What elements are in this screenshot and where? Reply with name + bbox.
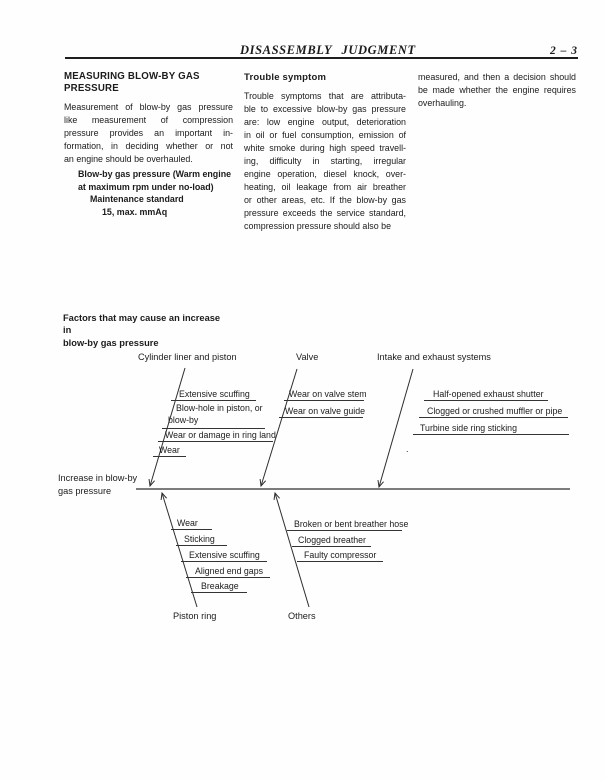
text-line: are: low engine output, deterioration	[244, 116, 406, 127]
section-measuring-blow-by	[64, 71, 233, 218]
cause-wear-valve-stem: Wear on valve stem	[284, 388, 364, 401]
effect-label	[58, 472, 137, 498]
cause-sticking: Sticking	[176, 533, 227, 546]
text-line: Maintenance standard	[90, 194, 184, 205]
cause-wear-piston-ring: Wear	[171, 517, 212, 530]
section-body	[418, 71, 576, 110]
section-body	[244, 90, 406, 233]
page-number: 2 – 3	[550, 45, 578, 57]
text-line: Increase in blow-by	[58, 473, 138, 483]
section-trouble-symptom	[244, 72, 406, 233]
text-line: Trouble symptoms that are attributa-	[244, 90, 406, 101]
diagram-title	[63, 312, 223, 349]
section-heading	[64, 71, 233, 94]
text-line: pressure exceeds the service standard,	[244, 207, 406, 218]
text-line: an engine should be overhauled.	[64, 154, 193, 164]
text-line: in oil or fuel consumption, emission of	[244, 129, 406, 140]
section-body	[64, 101, 233, 166]
text-line: MEASURING BLOW-BY GAS	[64, 71, 200, 82]
text-line: 15, max. mmAq	[102, 206, 168, 217]
stray-period-mark: .	[406, 444, 409, 454]
cause-blow-hole-in-piston	[162, 402, 265, 429]
section-continuation	[418, 71, 576, 110]
cause-extensive-scuffing-bottom: Extensive scuffing	[181, 549, 267, 562]
branch-label-valve: Valve	[296, 352, 319, 362]
branch-label-piston-ring: Piston ring	[173, 611, 217, 621]
text-line: measured, and then a decision should	[418, 72, 576, 82]
branch-label-intake-exhaust: Intake and exhaust systems	[377, 352, 491, 362]
text-line: white smoke during high speed travell-	[244, 142, 406, 153]
branch-label-others: Others	[288, 611, 316, 621]
branch-label-cylinder: Cylinder liner and piston	[138, 352, 237, 362]
cause-aligned-end-gaps: Aligned end gaps	[186, 565, 270, 578]
cause-wear-cylinder: Wear	[153, 444, 186, 457]
text-line: be made whether the engine requires	[418, 85, 576, 95]
text-line: compression pressure should also be	[244, 220, 392, 231]
text-line: engine operation, diesel knock, over-	[244, 168, 406, 179]
cause-clogged-crushed-muffler: Clogged or crushed muffler or pipe	[419, 405, 568, 418]
text-line: Measurement of blow-by gas pressure	[64, 102, 233, 112]
text-line: formation, in deciding whether or not	[64, 141, 233, 151]
section-heading: Trouble symptom	[244, 72, 327, 83]
cause-half-opened-exhaust-shutter: Half-opened exhaust shutter	[424, 388, 548, 401]
cause-clogged-breather: Clogged breather	[292, 534, 371, 547]
text-line: PRESSURE	[64, 82, 119, 94]
running-title: DISASSEMBLY JUDGMENT	[240, 43, 416, 57]
text-line: blow-by	[168, 415, 199, 426]
text-line: or other areas, etc. If the blow-by gas	[244, 194, 406, 205]
text-line: blow-by gas pressure	[63, 337, 159, 348]
text-line: pressure provides an important in-	[64, 128, 233, 138]
maintenance-standard-spec	[64, 168, 233, 218]
cause-wear-valve-guide: Wear on valve guide	[279, 405, 363, 418]
text-line: Blow-by gas pressure (Warm engine	[78, 169, 232, 179]
text-line: overhauling.	[418, 98, 467, 108]
text-line: like measurement of compression	[64, 115, 233, 125]
text-line: Factors that may cause an increase in	[63, 313, 221, 336]
cause-breakage: Breakage	[191, 580, 247, 593]
header-rule	[65, 57, 578, 59]
cause-broken-bent-breather-hose: Broken or bent breather hose	[287, 518, 402, 531]
cause-wear-or-damage-ring-land: Wear or damage in ring land	[158, 429, 273, 442]
cause-turbine-side-ring-sticking: Turbine side ring sticking	[413, 422, 569, 435]
cause-extensive-scuffing-top: Extensive scuffing	[171, 388, 256, 401]
text-line: ing, difficulty in starting, irregular	[244, 155, 406, 166]
text-line: at maximum rpm under no-load)	[78, 181, 214, 192]
text-line: ble to excessive blow-by gas pressure	[244, 103, 406, 114]
cause-faulty-compressor: Faulty compressor	[297, 549, 383, 562]
branch-valve-line	[261, 369, 297, 486]
text-line: heating, oil leakage from air breather	[244, 181, 406, 192]
text-line: gas pressure	[58, 486, 112, 496]
branch-intake-line	[379, 369, 413, 487]
text-line: Blow-hole in piston, or	[176, 403, 263, 413]
